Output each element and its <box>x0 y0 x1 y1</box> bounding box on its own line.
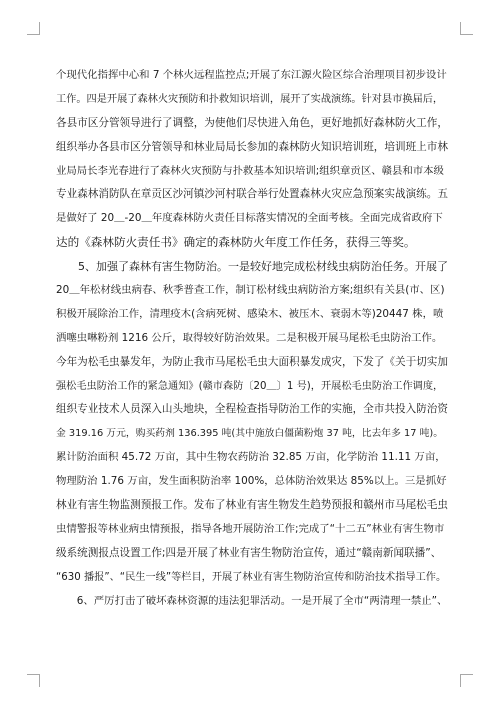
text-line: 是做好了 20＿-20＿年度森林防火责任目标落实情况的全面考核。全面完成省政府下 <box>56 212 443 225</box>
text-line: 各县市区分管领导进行了调整，为使他们尽快进入角色，更好地抓好森林防火工作， <box>56 116 448 129</box>
text-line: 积极开展除治工作，清理疫木(含病死树、感染木、被压木、衰弱木等)20447 株，喷 <box>56 307 444 320</box>
document-body <box>56 64 448 613</box>
crop-mark-bottom-right <box>460 674 473 687</box>
text-line: 林业有害生物监测预报工作。发布了林业有害生物发生趋势预报和赣州市马尾松毛虫 <box>56 499 448 512</box>
text-line: 洒噻虫啉粉剂 1216 公斤，取得较好防治效果。二是积极开展马尾松毛虫防治工作。 <box>56 331 443 344</box>
text-line: 工作。四是开展了森林火灾预防和扑救知识培训，展开了实战演练。针对县市换届后， <box>56 93 444 105</box>
text-line: 20＿年松材线虫病春、秋季普查工作，制订松材线虫病防治方案;组织有关县(市、区) <box>56 284 445 297</box>
text-line: 今年为松毛虫暴发年，为防止我市马尾松毛虫大面积暴发成灾，下发了《关于切实加 <box>56 355 448 368</box>
text-line: 强松毛虫防治工作的紧急通知》(赣市森防〔20＿〕1 号)，开展松毛虫防治工作调度， <box>56 380 444 392</box>
text-line: 金 319.16 万元，购买药剂 136.395 吨(其中施放白僵菌粉炮 37 吨，比去年多 17 吨)。 <box>56 428 444 440</box>
text-line: 专业森林消防队在章贡区沙河镇沙河村联合举行处置森林火灾应急预案实战演练。五 <box>56 188 448 201</box>
text-line: 累计防治面积 45.72 万亩，其中生物农药防治 32.85 万亩，化学防治 11.11 万亩， <box>56 451 446 464</box>
text-line: 虫情警报等林业病虫情预报，指导各地开展防治工作;完成了“十二五”林业有害生物市 <box>56 522 445 535</box>
text-line: 业局局长李光春进行了森林火灾预防与扑救基本知识培训;组织章贡区、赣县和市本级 <box>56 164 444 177</box>
crop-mark-bottom-left <box>27 674 40 687</box>
paragraph-5-first-line: 5、加强了森林有害生物防治。一是较好地完成松材线虫病防治任务。开展了 <box>56 260 448 274</box>
text-line: 组织专业技术人员深入山头地块，全程检查指导防治工作的实施，全市共投入防治资 <box>56 403 448 416</box>
text-line: 组织举办各县市区分管领导和林业局局长参加的森林防火知识培训班，培训班上市林 <box>56 140 448 153</box>
crop-mark-top-right <box>460 22 473 35</box>
crop-mark-top-left <box>27 22 40 35</box>
text-line: “630 播报”、“民生一线”等栏目，开展了林业有害生物防治宣传和防治技术指导工作。 <box>56 571 447 583</box>
text-line: 物理防治 1.76 万亩，发生面积防治率 100%，总体防治效果达 85%以上。三是抓好 <box>56 475 447 488</box>
text-line: 达的《森林防火责任书》确定的森林防火年度工作任务，获得三等奖。 <box>56 235 416 250</box>
text-line: 个现代化指挥中心和 7 个林火远程监控点;开展了东江源火险区综合治理项目初步设计 <box>56 69 447 81</box>
paragraph-6-first-line: 6、严厉打击了破坏森林资源的违法犯罪活动。一是开展了全市“两清理一禁止”、 <box>56 594 448 607</box>
text-line: 级系统测报点设置工作;四是开展了林业有害生物防治宣传，通过“赣南新闻联播”、 <box>56 546 442 559</box>
